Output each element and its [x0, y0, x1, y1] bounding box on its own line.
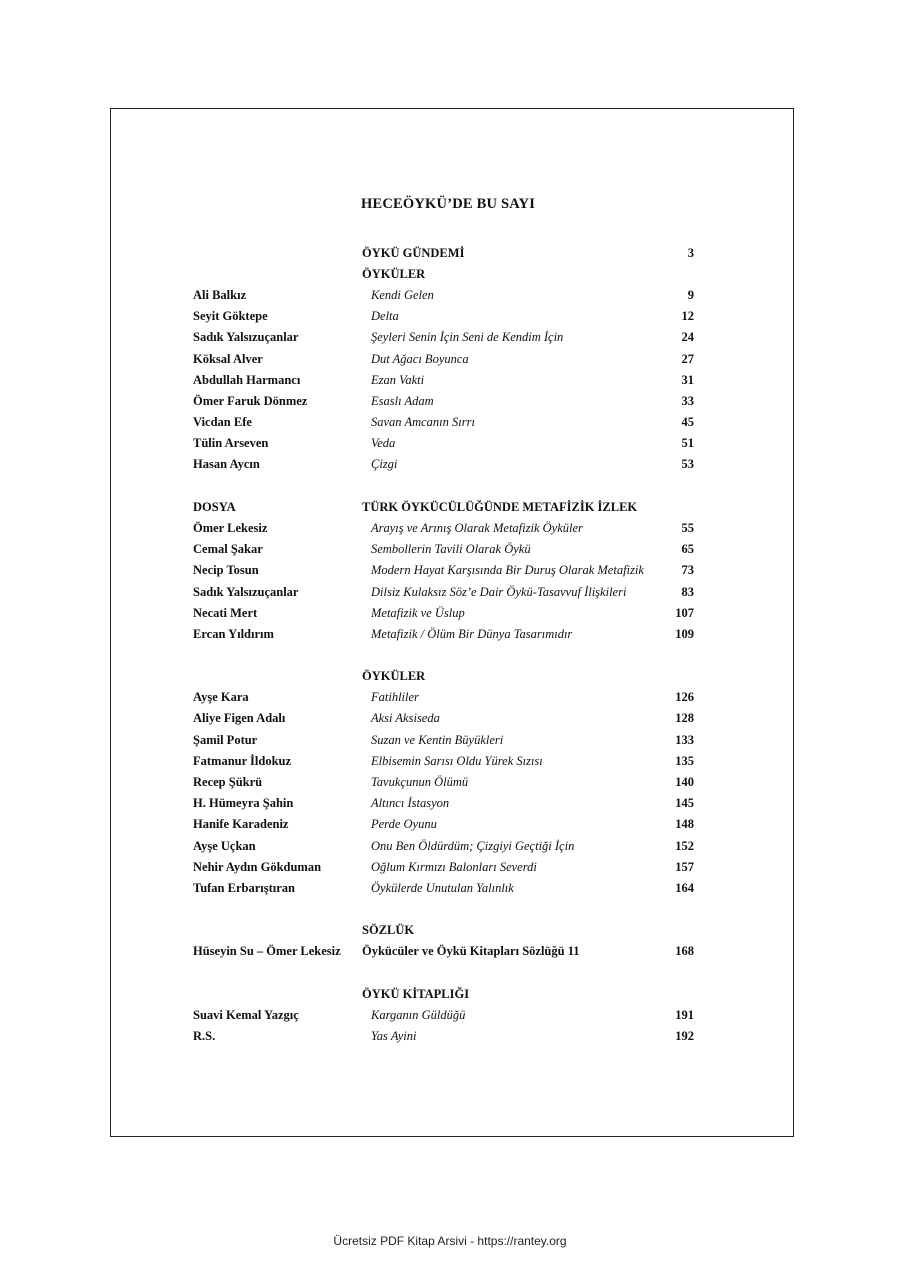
toc-author: Seyit Göktepe — [193, 309, 268, 323]
toc-row — [0, 244, 900, 263]
toc-row — [0, 519, 900, 538]
toc-page-number: 83 — [681, 585, 694, 599]
toc-page-number: 148 — [675, 817, 694, 831]
toc-page-number: 51 — [681, 436, 694, 450]
toc-row — [0, 625, 900, 644]
toc-author: Ercan Yıldırım — [193, 627, 274, 641]
toc-author: Cemal Şakar — [193, 542, 263, 556]
toc-row — [0, 286, 900, 305]
toc-page-number: 192 — [675, 1029, 694, 1043]
toc-author: Necip Tosun — [193, 563, 259, 577]
toc-row — [0, 455, 900, 474]
toc-row — [0, 1027, 900, 1046]
toc-page-number: 145 — [675, 796, 694, 810]
toc-author: Ali Balkız — [193, 288, 247, 302]
toc-page-number: 73 — [681, 563, 694, 577]
toc-story-title: Modern Hayat Karşısında Bir Duruş Olarak Metafizik — [371, 563, 644, 577]
toc-author: Hasan Aycın — [193, 457, 260, 471]
toc-author: R.S. — [193, 1029, 216, 1043]
toc-page-number: 128 — [675, 711, 694, 725]
toc-author: Necati Mert — [193, 606, 258, 620]
toc-page-number: 109 — [675, 627, 694, 641]
toc-page-number: 133 — [675, 733, 694, 747]
toc-row — [0, 604, 900, 623]
toc-row — [0, 709, 900, 728]
toc-page-number: 157 — [675, 860, 694, 874]
toc-row — [0, 350, 900, 369]
toc-story-title: Delta — [371, 309, 399, 323]
toc-row — [0, 328, 900, 347]
toc-story-title: Karganın Güldüğü — [371, 1008, 466, 1022]
toc-author: Recep Şükrü — [193, 775, 263, 789]
toc-author: Hanife Karadeniz — [193, 817, 289, 831]
toc-page-number: 53 — [681, 457, 694, 471]
toc-story-title: Esaslı Adam — [371, 394, 434, 408]
toc-page-number: 191 — [675, 1008, 694, 1022]
footer-text: Ücretsiz PDF Kitap Arsivi - https://rantey.org — [333, 1234, 567, 1248]
toc-row — [0, 413, 900, 432]
toc-page-number: 152 — [675, 839, 694, 853]
toc-row — [0, 985, 900, 1004]
toc-section-title: ÖYKÜLER — [362, 267, 426, 281]
toc-page-number: 24 — [681, 330, 694, 344]
toc-author: H. Hümeyra Şahin — [193, 796, 294, 810]
toc-page-number: 3 — [687, 246, 694, 260]
toc-page-number: 27 — [681, 352, 694, 366]
toc-row — [0, 858, 900, 877]
toc-author: Fatmanur İldokuz — [193, 754, 292, 768]
contents-heading: HECEÖYKÜ’DE BU SAYI — [361, 196, 536, 212]
toc-author: Ayşe Kara — [193, 690, 249, 704]
toc-author: Şamil Potur — [193, 733, 258, 747]
toc-row — [0, 921, 900, 940]
toc-story-title: Ezan Vakti — [371, 373, 425, 387]
toc-author: Abdullah Harmancı — [193, 373, 301, 387]
toc-page-number: 65 — [681, 542, 694, 556]
toc-page-number: 135 — [675, 754, 694, 768]
toc-row — [0, 815, 900, 834]
toc-page-number: 164 — [675, 881, 694, 895]
toc-story-title: Savan Amcanın Sırrı — [371, 415, 475, 429]
toc-author: Sadık Yalsızuçanlar — [193, 330, 299, 344]
toc-row — [0, 837, 900, 856]
toc-story-title: Fatihliler — [371, 690, 419, 704]
toc-story-title: Oğlum Kırmızı Balonları Severdi — [371, 860, 537, 874]
toc-story-title: Tavukçunun Ölümü — [371, 775, 469, 789]
toc-story-title: Çizgi — [371, 457, 398, 471]
toc-author: Ömer Faruk Dönmez — [193, 394, 308, 408]
toc-page-number: 55 — [681, 521, 694, 535]
toc-story-title: Dut Ağacı Boyunca — [371, 352, 469, 366]
toc-author: Vicdan Efe — [193, 415, 252, 429]
toc-story-title: Şeyleri Senin İçin Seni de Kendim İçin — [371, 330, 564, 344]
toc-page-number: 45 — [681, 415, 694, 429]
toc-story-title: Dilsiz Kulaksız Söz’e Dair Öykü-Tasavvuf İlişkileri — [371, 585, 627, 599]
toc-section-title: Öykücüler ve Öykü Kitapları Sözlüğü 11 — [362, 944, 580, 958]
toc-row — [0, 773, 900, 792]
toc-story-title: Aksi Aksiseda — [371, 711, 440, 725]
toc-author: Sadık Yalsızuçanlar — [193, 585, 299, 599]
toc-story-title: Elbisemin Sarısı Oldu Yürek Sızısı — [371, 754, 543, 768]
toc-page-number: 33 — [681, 394, 694, 408]
toc-author: Köksal Alver — [193, 352, 263, 366]
toc-author: Ömer Lekesiz — [193, 521, 268, 535]
toc-row — [0, 752, 900, 771]
toc-section-title: TÜRK ÖYKÜCÜLÜĞÜNDE METAFİZİK İZLEK — [362, 500, 638, 514]
toc-story-title: Öykülerde Unutulan Yalınlık — [371, 881, 514, 895]
toc-row — [0, 794, 900, 813]
toc-section-title: ÖYKÜ KİTAPLIĞI — [362, 987, 470, 1001]
toc-author: Aliye Figen Adalı — [193, 711, 286, 725]
toc-row — [0, 667, 900, 686]
toc-author: Tufan Erbarıştıran — [193, 881, 295, 895]
toc-author: Suavi Kemal Yazgıç — [193, 1008, 299, 1022]
toc-page-number: 140 — [675, 775, 694, 789]
toc-section-title: SÖZLÜK — [362, 923, 415, 937]
toc-story-title: Suzan ve Kentin Büyükleri — [371, 733, 504, 747]
toc-row — [0, 561, 900, 580]
toc-author: Ayşe Uçkan — [193, 839, 256, 853]
toc-row — [0, 688, 900, 707]
toc-author: Tülin Arseven — [193, 436, 269, 450]
toc-story-title: Yas Ayini — [371, 1029, 417, 1043]
toc-story-title: Kendi Gelen — [371, 288, 434, 302]
toc-row — [0, 307, 900, 326]
toc-row — [0, 392, 900, 411]
toc-story-title: Onu Ben Öldürdüm; Çizgiyi Geçtiği İçin — [371, 839, 575, 853]
toc-story-title: Metafizik / Ölüm Bir Dünya Tasarımıdır — [371, 627, 573, 641]
toc-story-title: Arayış ve Arınış Olarak Metafizik Öyküler — [371, 521, 583, 535]
toc-section-title: ÖYKÜ GÜNDEMİ — [362, 246, 465, 260]
toc-author: Nehir Aydın Gökduman — [193, 860, 322, 874]
toc-row — [0, 879, 900, 898]
toc-section-title: ÖYKÜLER — [362, 669, 426, 683]
toc-page-number: 9 — [687, 288, 694, 302]
toc-page-number: 126 — [675, 690, 694, 704]
toc-page-number: 31 — [681, 373, 694, 387]
toc-row — [0, 731, 900, 750]
toc-page-number: 107 — [675, 606, 694, 620]
toc-author: DOSYA — [193, 500, 236, 514]
toc-page-number: 12 — [681, 309, 694, 323]
toc-row — [0, 498, 900, 517]
toc-story-title: Veda — [371, 436, 396, 450]
toc-story-title: Metafizik ve Üslup — [371, 606, 465, 620]
toc-row — [0, 434, 900, 453]
toc-story-title: Sembollerin Tavili Olarak Öykü — [371, 542, 531, 556]
toc-row — [0, 942, 900, 961]
toc-page-number: 168 — [675, 944, 694, 958]
toc-row — [0, 265, 900, 284]
toc-author: Hüseyin Su – Ömer Lekesiz — [193, 944, 341, 958]
toc-story-title: Altıncı İstasyon — [371, 796, 450, 810]
toc-row — [0, 371, 900, 390]
toc-story-title: Perde Oyunu — [371, 817, 437, 831]
toc-row — [0, 540, 900, 559]
toc-row — [0, 583, 900, 602]
toc-row — [0, 1006, 900, 1025]
